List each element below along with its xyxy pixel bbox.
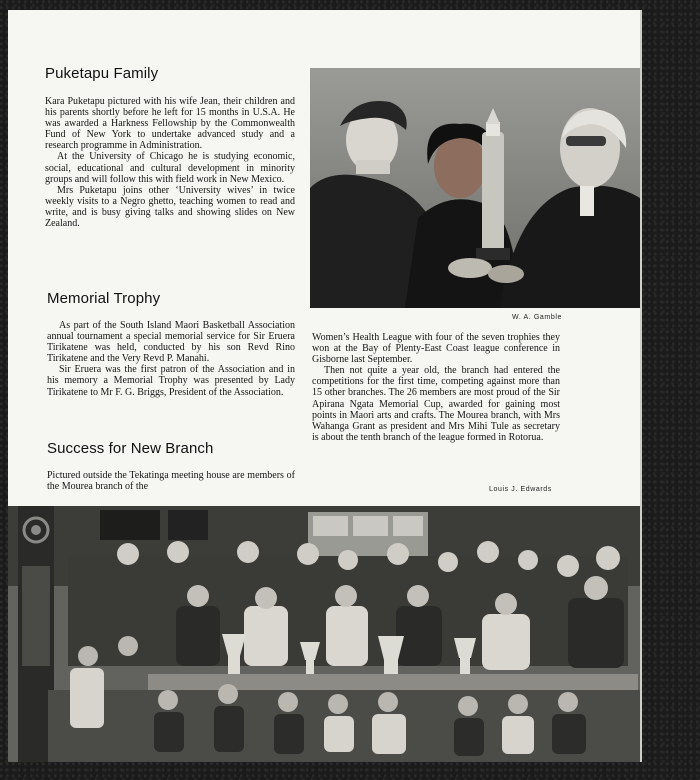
magazine-page xyxy=(8,10,640,762)
new-branch-col2 xyxy=(312,332,560,443)
memorial-para-2: Sir Eruera was the first patron of the Association and in his memory a Memorial Trophy was presented by Lady Tirikatene to Mr F. G. Briggs, President of the Association. xyxy=(47,364,295,398)
group-photo-credit: Louis J. Edwards xyxy=(489,486,552,493)
memorial-trophy-heading: Memorial Trophy xyxy=(47,290,161,307)
trophy-presentation-photo xyxy=(310,68,640,308)
trophy-presentation-photo-art xyxy=(310,68,640,308)
new-branch-col2-para-1: Women’s Health League with four of the seven trophies they won at the Bay of Plenty-East Coast league conference in Gisborne last September. xyxy=(312,332,560,366)
group-photo-meeting-house-art xyxy=(8,506,640,762)
group-photo-meeting-house xyxy=(8,506,640,762)
memorial-para-1: As part of the South Island Maori Basketball Association annual tournament a special memorial service for Sir Eruera Tirikatene was held, conducted by his son Revd Rino Tirikatene and the Very Revd P. Manahi. xyxy=(47,320,295,365)
new-branch-col1-para: Pictured outside the Tekatinga meeting house are members of the Mourea branch of the xyxy=(47,470,295,493)
puketapu-para-3: Mrs Puketapu joins other ‘University wives’ in twice weekly visits to a Negro ghetto, teaching women to read and write, and is busy giving talks and showing slides on New Zealand. xyxy=(45,184,295,230)
new-branch-col1 xyxy=(47,470,295,492)
new-branch-col2-para-2: Then not quite a year old, the branch had entered the competitions for the first time, competing against more than 15 other branches. The 26 members are most proud of the Sir Apirana Ngata Memorial Cup, awarded for gaining most points in Maori arts and crafts. The Mourea branch, with Mrs Wahanga Grant as president and Mrs Mihi Tule as secretary is about the tenth branch of the league formed in Rotorua. xyxy=(312,365,560,443)
puketapu-article xyxy=(45,96,295,229)
new-branch-heading: Success for New Branch xyxy=(47,440,214,457)
memorial-trophy-article xyxy=(47,320,295,398)
puketapu-heading: Puketapu Family xyxy=(45,65,159,82)
puketapu-para-2: At the University of Chicago he is studying economic, social, educational and cultural development in minority groups and will follow this with field work in New Mexico. xyxy=(45,151,295,185)
puketapu-para-1: Kara Puketapu pictured with his wife Jean, their children and his parents shortly before he left for 15 months in U.S.A. He was awarded a Harkness Fellowship by the Commonwealth Fund of New York to undertake advanced study and a research programme in Administration. xyxy=(45,96,295,152)
trophy-photo-credit: W. A. Gamble xyxy=(512,314,562,321)
